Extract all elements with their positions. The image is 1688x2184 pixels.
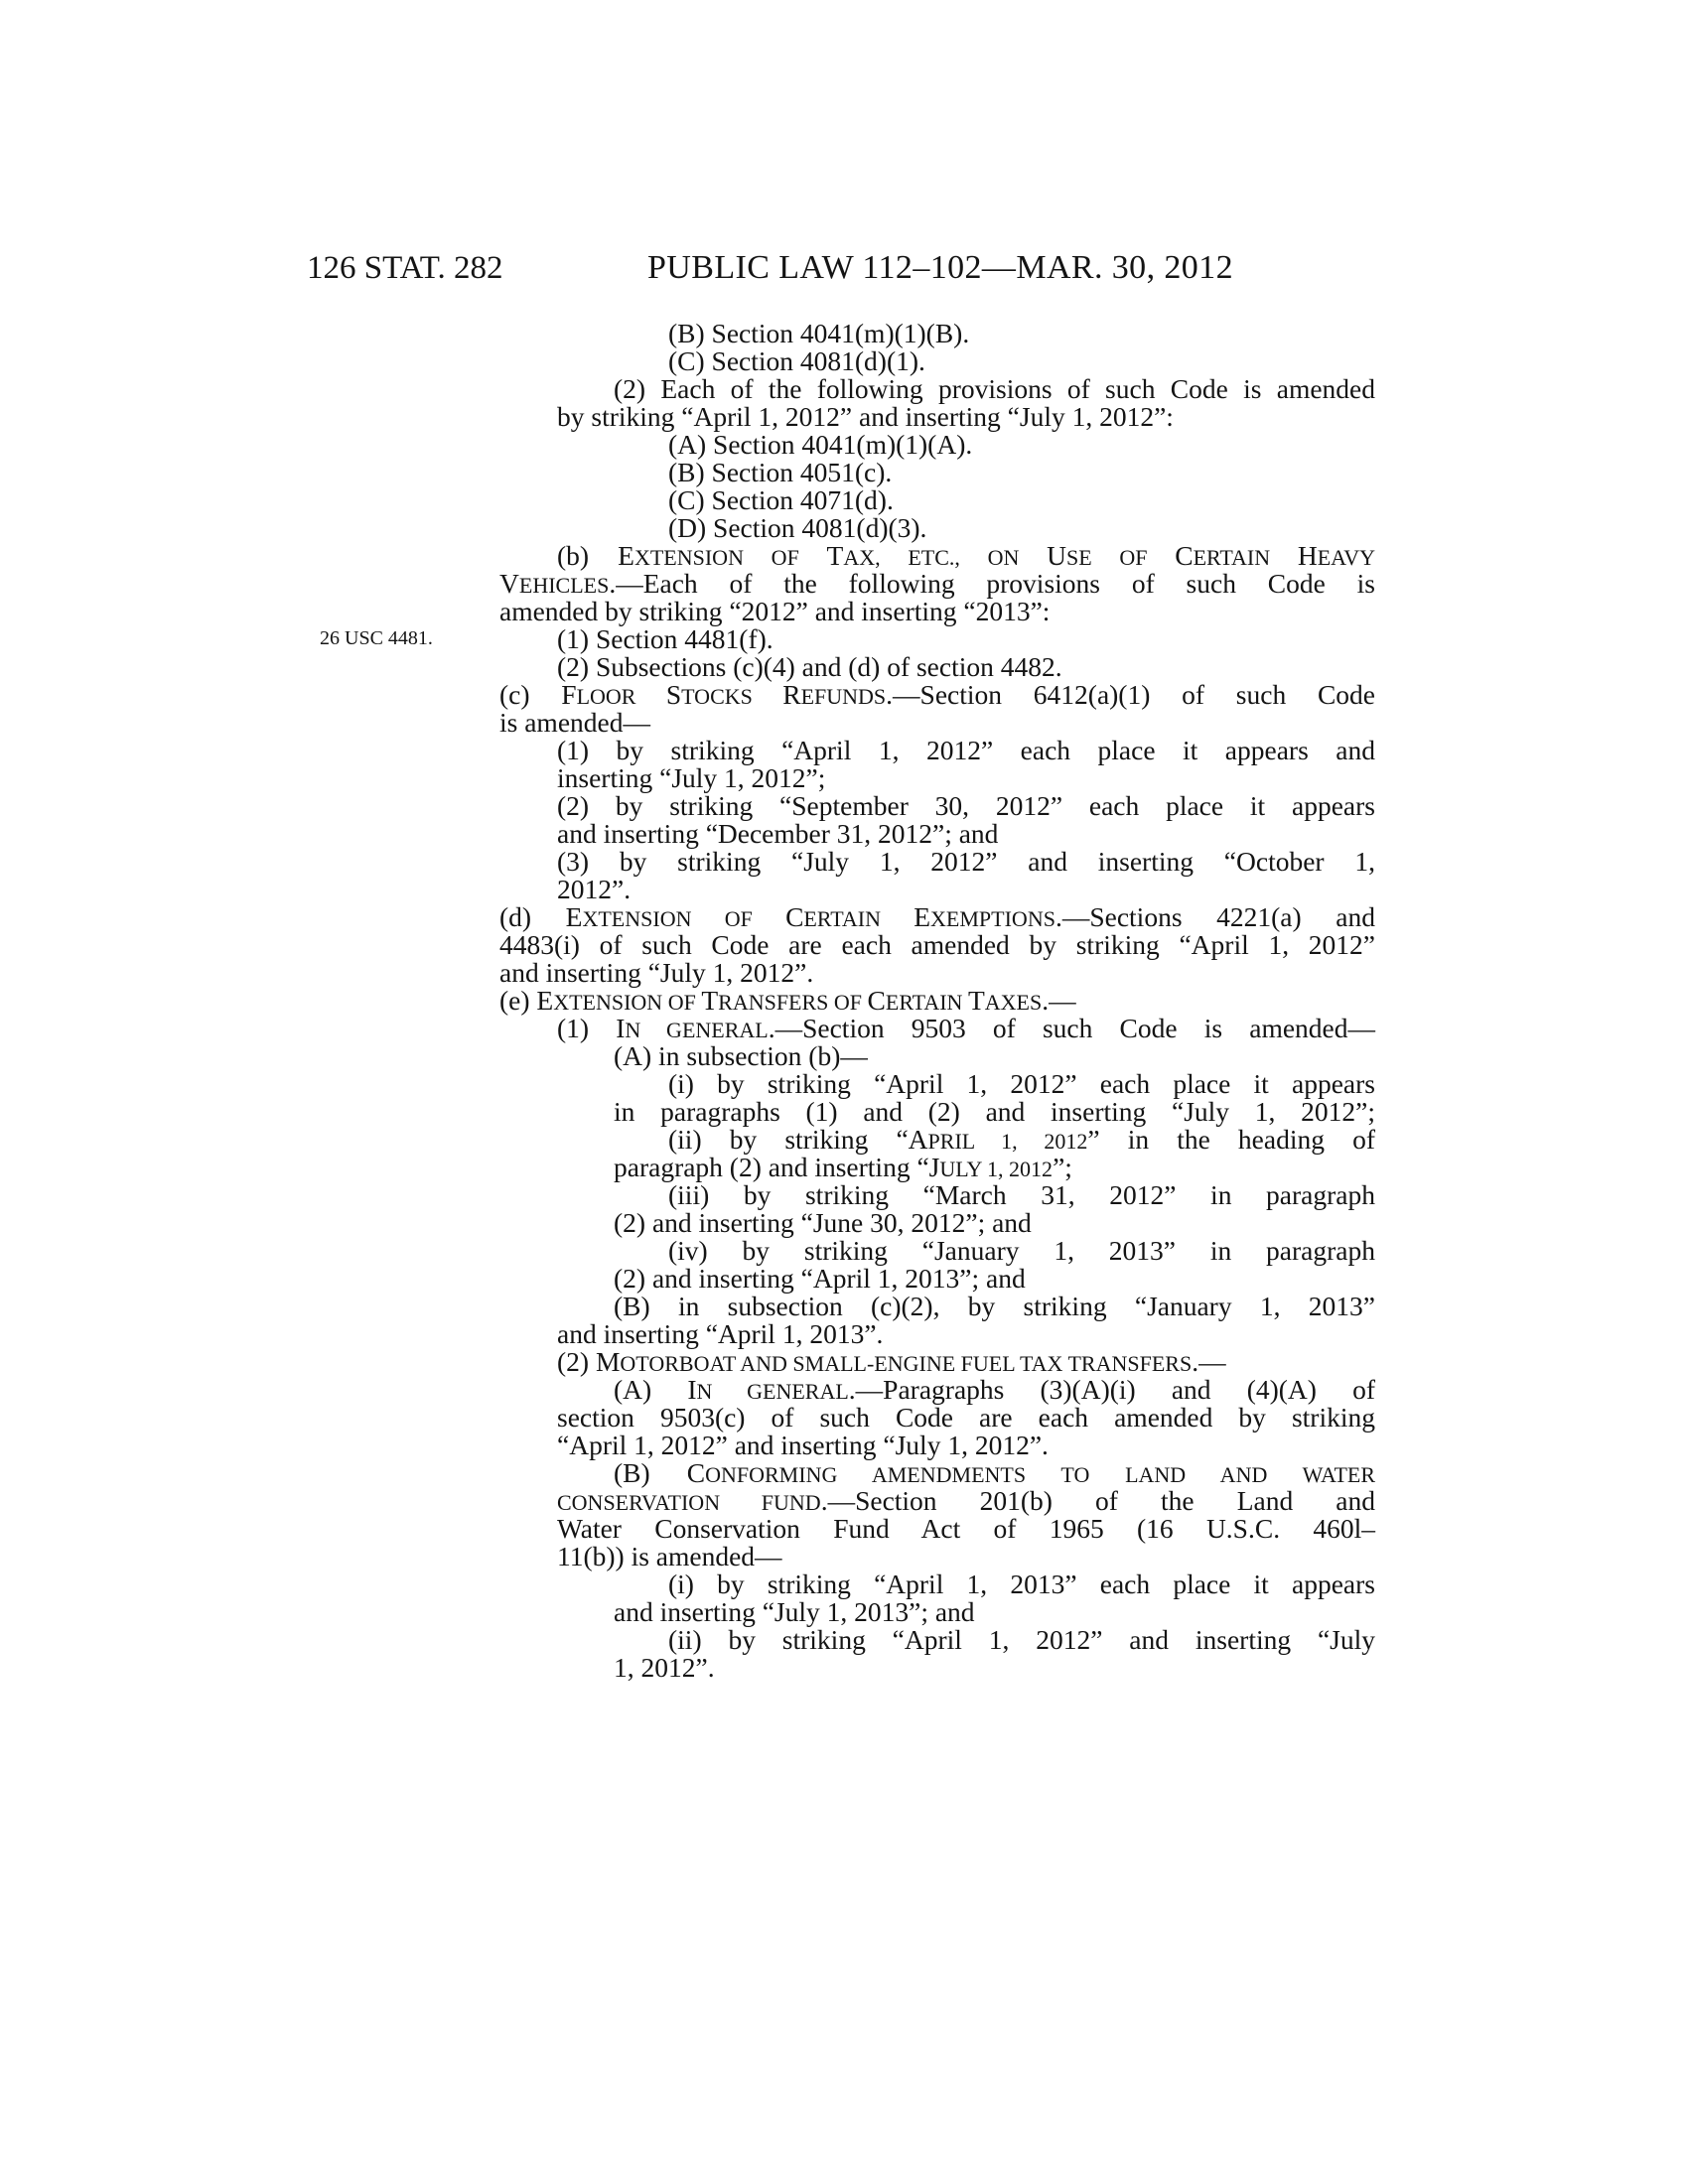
- text-line: [499, 848, 1375, 876]
- line-text: (1) I: [557, 1013, 626, 1043]
- small-caps-text: EHICLES: [518, 573, 610, 598]
- line-text: (d) E: [499, 901, 583, 932]
- text-line: [499, 1181, 1375, 1209]
- line-text: T: [967, 985, 985, 1016]
- line-text: (b) E: [557, 540, 634, 571]
- line-text: (C) Section 4081(d)(1).: [668, 345, 925, 376]
- line-text: 1, 2012”.: [614, 1652, 715, 1683]
- line-text: (B) Section 4041(m)(1)(B).: [668, 318, 970, 348]
- text-line: [499, 598, 1375, 625]
- line-text: .—Section 6412(a)(1) of such Code: [886, 679, 1375, 710]
- text-line: [499, 1487, 1375, 1515]
- line-text: ”;: [1053, 1152, 1072, 1182]
- line-text: (2) and inserting “April 1, 2013”; and: [614, 1263, 1026, 1294]
- text-line: [499, 542, 1375, 570]
- text-line: [499, 1515, 1375, 1543]
- small-caps-text: ERTAIN: [803, 906, 914, 931]
- text-line: [499, 820, 1375, 848]
- line-text: V: [499, 568, 519, 599]
- line-text: .—: [1042, 985, 1076, 1016]
- line-text: C: [867, 985, 886, 1016]
- text-line: [499, 486, 1375, 514]
- text-line: [499, 737, 1375, 764]
- small-caps-text: XTENSION OF: [633, 545, 827, 570]
- line-text: inserting “July 1, 2012”;: [557, 762, 826, 793]
- line-text: and inserting “April 1, 2013”.: [557, 1318, 884, 1349]
- small-caps-text: PRIL 1, 2012: [927, 1129, 1088, 1154]
- text-line: [499, 459, 1375, 486]
- line-text: (2) M: [557, 1346, 621, 1377]
- line-text: (2) by striking “September 30, 2012” each place it appears: [557, 790, 1375, 821]
- text-line: [499, 1432, 1375, 1459]
- text-line: [499, 1404, 1375, 1432]
- line-text: (1) by striking “April 1, 2012” each place it appears and: [557, 735, 1375, 765]
- line-text: 11(b)) is amended—: [557, 1541, 782, 1571]
- text-line: [499, 1237, 1375, 1265]
- text-line: [499, 1570, 1375, 1598]
- text-line: [499, 1070, 1375, 1098]
- line-text: amended by striking “2012” and inserting “2013”:: [499, 596, 1051, 626]
- text-line: [499, 903, 1375, 931]
- small-caps-text: XTENSION OF: [582, 906, 786, 931]
- small-caps-text: OTORBOAT AND SMALL-ENGINE FUEL TAX TRANSFERS: [620, 1351, 1193, 1376]
- line-text: .—Section 201(b) of the Land and: [820, 1485, 1375, 1516]
- line-text: C: [785, 901, 804, 932]
- text-line: [499, 347, 1375, 375]
- small-caps-text: ERTAIN: [885, 990, 968, 1015]
- line-text: and inserting “July 1, 2013”; and: [614, 1596, 975, 1627]
- text-line: [499, 431, 1375, 459]
- line-text: is amended—: [499, 707, 650, 738]
- small-caps-text: RANSFERS OF: [718, 990, 868, 1015]
- text-line: [499, 1459, 1375, 1487]
- text-line: [499, 1209, 1375, 1237]
- text-line: [499, 1126, 1375, 1154]
- text-line: [499, 375, 1375, 403]
- line-text: ” in the heading of: [1087, 1124, 1376, 1155]
- text-line: [499, 320, 1375, 347]
- text-line: [499, 1543, 1375, 1570]
- text-line: [499, 514, 1375, 542]
- text-line: [499, 1598, 1375, 1626]
- line-text: .—Section 9503 of such Code is amended—: [768, 1013, 1375, 1043]
- small-caps-text: XTENSION OF: [553, 990, 702, 1015]
- line-text: in paragraphs (1) and (2) and inserting “July 1, 2012”;: [614, 1096, 1375, 1127]
- line-text: (2) Subsections (c)(4) and (d) of section 4482.: [557, 651, 1062, 682]
- line-text: R: [782, 679, 801, 710]
- line-text: T: [701, 985, 719, 1016]
- line-text: paragraph (2) and inserting “J: [614, 1152, 940, 1182]
- small-caps-text: AX, ETC., ON: [843, 545, 1048, 570]
- text-line: [499, 1015, 1375, 1042]
- small-caps-text: AXES: [984, 990, 1043, 1015]
- line-text: T: [826, 540, 844, 571]
- line-text: (3) by striking “July 1, 2012” and inserting “October 1,: [557, 846, 1375, 877]
- text-line: [499, 625, 1375, 653]
- line-text: (A) Section 4041(m)(1)(A).: [668, 429, 973, 460]
- text-line: [499, 987, 1375, 1015]
- text-line: [499, 1293, 1375, 1320]
- statute-body: [499, 320, 1375, 1682]
- text-line: [499, 681, 1375, 709]
- text-line: [499, 570, 1375, 598]
- line-text: (iii) by striking “March 31, 2012” in paragraph: [668, 1179, 1375, 1210]
- text-line: [499, 876, 1375, 903]
- text-line: [499, 1098, 1375, 1126]
- line-text: (C) Section 4071(d).: [668, 484, 894, 515]
- line-text: (A) I: [614, 1374, 697, 1405]
- line-text: and inserting “December 31, 2012”; and: [557, 818, 999, 849]
- line-text: (ii) by striking “A: [668, 1124, 928, 1155]
- margin-citation: 26 USC 4481.: [320, 627, 433, 649]
- text-line: [499, 709, 1375, 737]
- line-text: (i) by striking “April 1, 2012” each place it appears: [668, 1068, 1375, 1099]
- line-text: (B) C: [614, 1457, 706, 1488]
- text-line: [499, 653, 1375, 681]
- line-text: H: [1297, 540, 1318, 571]
- line-text: E: [914, 901, 931, 932]
- line-text: (B) in subsection (c)(2), by striking “January 1, 2013”: [614, 1291, 1375, 1321]
- small-caps-text: CONSERVATION FUND: [557, 1490, 821, 1515]
- line-text: and inserting “July 1, 2012”.: [499, 957, 814, 988]
- small-caps-text: ERTAIN: [1193, 545, 1298, 570]
- line-text: (B) Section 4051(c).: [668, 457, 893, 487]
- text-line: [499, 1654, 1375, 1682]
- text-line: [499, 1042, 1375, 1070]
- text-line: [499, 1376, 1375, 1404]
- small-caps-text: LOOR: [576, 684, 666, 709]
- line-text: (1) Section 4481(f).: [557, 623, 774, 654]
- small-caps-text: ONFORMING AMENDMENTS TO LAND AND WATER: [705, 1462, 1375, 1487]
- line-text: .—Sections 4221(a) and: [1055, 901, 1375, 932]
- text-line: [499, 403, 1375, 431]
- line-text: .—Paragraphs (3)(A)(i) and (4)(A) of: [848, 1374, 1375, 1405]
- line-text: “April 1, 2012” and inserting “July 1, 2012”.: [557, 1430, 1049, 1460]
- text-line: [499, 1154, 1375, 1181]
- line-text: by striking “April 1, 2012” and inserting “July 1, 2012”:: [557, 401, 1174, 432]
- text-line: [499, 792, 1375, 820]
- line-text: section 9503(c) of such Code are each amended by striking: [557, 1402, 1375, 1433]
- line-text: S: [665, 679, 682, 710]
- line-text: (A) in subsection (b)—: [614, 1040, 868, 1071]
- small-caps-text: SE OF: [1065, 545, 1176, 570]
- running-header: PUBLIC LAW 112–102—MAR. 30, 2012: [647, 249, 1233, 286]
- small-caps-text: TOCKS: [681, 684, 783, 709]
- line-text: 2012”.: [557, 874, 632, 904]
- line-text: (D) Section 4081(d)(3).: [668, 512, 927, 543]
- line-text: U: [1047, 540, 1066, 571]
- statute-page-number: 126 STAT. 282: [307, 250, 503, 286]
- line-text: (2) and inserting “June 30, 2012”; and: [614, 1207, 1032, 1238]
- line-text: Water Conservation Fund Act of 1965 (16 U.S.C. 460l–: [557, 1513, 1375, 1544]
- small-caps-text: N GENERAL: [696, 1379, 849, 1404]
- text-line: [499, 1348, 1375, 1376]
- line-text: (e) E: [499, 985, 554, 1016]
- line-text: .—Each of the following provisions of such Code is: [609, 568, 1375, 599]
- line-text: 4483(i) of such Code are each amended by striking “April 1, 2012”: [499, 929, 1375, 960]
- small-caps-text: EAVY: [1317, 545, 1375, 570]
- line-text: (i) by striking “April 1, 2013” each place it appears: [668, 1569, 1375, 1599]
- text-line: [499, 959, 1375, 987]
- small-caps-text: ULY 1, 2012: [939, 1157, 1054, 1181]
- line-text: .—: [1192, 1346, 1226, 1377]
- text-line: [499, 931, 1375, 959]
- small-caps-text: EFUNDS: [800, 684, 887, 709]
- small-caps-text: XEMPTIONS: [930, 906, 1055, 931]
- line-text: (2) Each of the following provisions of such Code is amended: [614, 373, 1375, 404]
- text-line: [499, 764, 1375, 792]
- small-caps-text: N GENERAL: [625, 1018, 769, 1042]
- line-text: (iv) by striking “January 1, 2013” in paragraph: [668, 1235, 1375, 1266]
- text-line: [499, 1626, 1375, 1654]
- line-text: C: [1175, 540, 1194, 571]
- line-text: (ii) by striking “April 1, 2012” and inserting “July: [668, 1624, 1375, 1655]
- text-line: [499, 1320, 1375, 1348]
- text-line: [499, 1265, 1375, 1293]
- line-text: (c) F: [499, 679, 577, 710]
